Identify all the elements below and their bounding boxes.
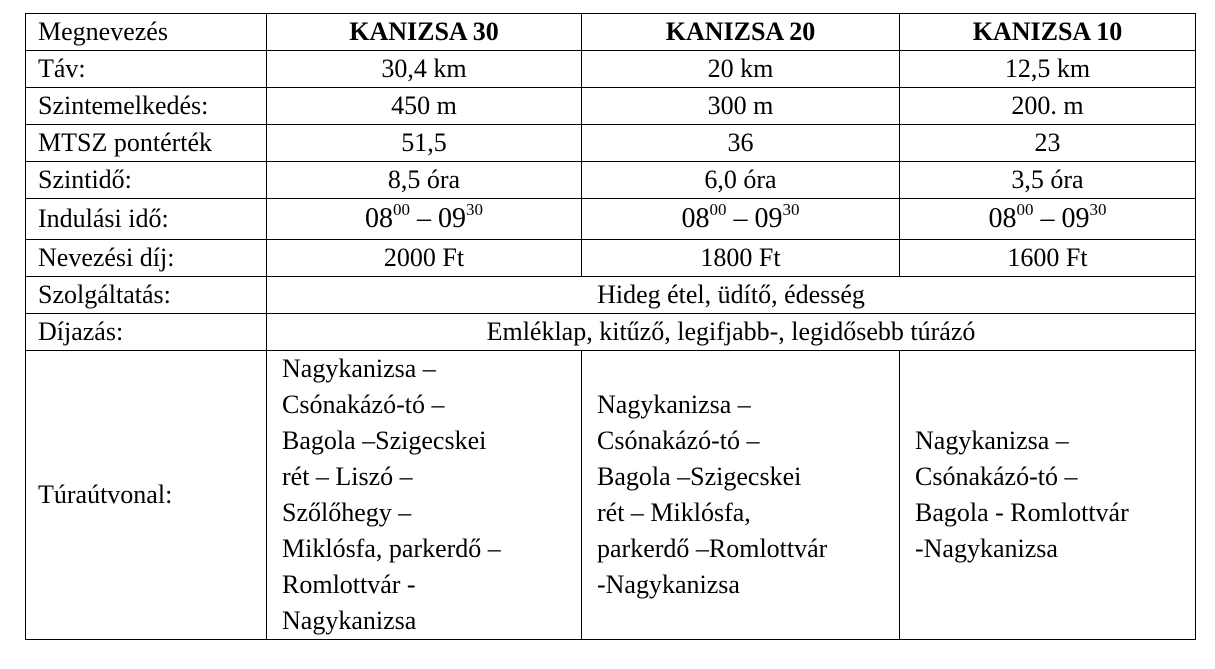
row-label: Szintidő:: [26, 162, 267, 199]
awards-row: [26, 314, 1196, 351]
tour-table: [25, 13, 1196, 640]
row-label: MTSZ pontérték: [26, 125, 267, 162]
value-cell: 1600 Ft: [900, 240, 1196, 277]
row-label: Szolgáltatás:: [26, 277, 267, 314]
value-cell: 200. m: [900, 88, 1196, 125]
value-cell: 6,0 óra: [582, 162, 900, 199]
value-cell: 23: [900, 125, 1196, 162]
route-text: Nagykanizsa – Csónakázó-tó – Bagola - Romlottvár -Nagykanizsa: [915, 426, 1129, 563]
service-row: [26, 277, 1196, 314]
fee-row: [26, 240, 1196, 277]
header-route-10: KANIZSA 10: [900, 14, 1196, 51]
distance-row: [26, 51, 1196, 88]
value-cell: 300 m: [582, 88, 900, 125]
value-cell: 3,5 óra: [900, 162, 1196, 199]
value-cell: 12,5 km: [900, 51, 1196, 88]
row-label: Táv:: [26, 51, 267, 88]
points-row: [26, 125, 1196, 162]
value-cell: 2000 Ft: [267, 240, 582, 277]
route-cell-30: [267, 351, 582, 640]
header-label: Megnevezés: [26, 14, 267, 51]
route-row: [26, 351, 1196, 640]
start-time-cell: $08^{00} - 09^{30}$: [582, 199, 900, 240]
value-cell: 36: [582, 125, 900, 162]
elevation-row: [26, 88, 1196, 125]
header-route-20: KANIZSA 20: [582, 14, 900, 51]
awards-value: Emléklap, kitűző, legifjabb-, legidősebb túrázó: [267, 314, 1196, 351]
route-cell-10: [900, 351, 1196, 640]
row-label: Szintemelkedés:: [26, 88, 267, 125]
value-cell: 450 m: [267, 88, 582, 125]
route-cell-20: [582, 351, 900, 640]
header-row: [26, 14, 1196, 51]
value-cell: 51,5: [267, 125, 582, 162]
time-limit-row: [26, 162, 1196, 199]
route-text: Nagykanizsa – Csónakázó-tó – Bagola –Szigecskei rét – Miklósfa, parkerdő –Romlottvár -Nagykanizsa: [597, 390, 828, 599]
value-cell: 8,5 óra: [267, 162, 582, 199]
start-time-cell: $08^{00} - 09^{30}$: [267, 199, 582, 240]
value-cell: 1800 Ft: [582, 240, 900, 277]
service-value: Hideg étel, üdítő, édesség: [267, 277, 1196, 314]
value-cell: 30,4 km: [267, 51, 582, 88]
row-label: Túraútvonal:: [26, 351, 267, 640]
start-time-row: [26, 199, 1196, 240]
start-time-cell: $08^{00} - 09^{30}$: [900, 199, 1196, 240]
row-label: Nevezési díj:: [26, 240, 267, 277]
row-label: Indulási idő:: [26, 199, 267, 240]
route-text: Nagykanizsa – Csónakázó-tó – Bagola –Szigecskei rét – Liszó – Szőlőhegy – Miklósfa, parkerdő – Romlottvár - Nagykanizsa: [282, 354, 501, 635]
header-route-30: KANIZSA 30: [267, 14, 582, 51]
row-label: Díjazás:: [26, 314, 267, 351]
value-cell: 20 km: [582, 51, 900, 88]
